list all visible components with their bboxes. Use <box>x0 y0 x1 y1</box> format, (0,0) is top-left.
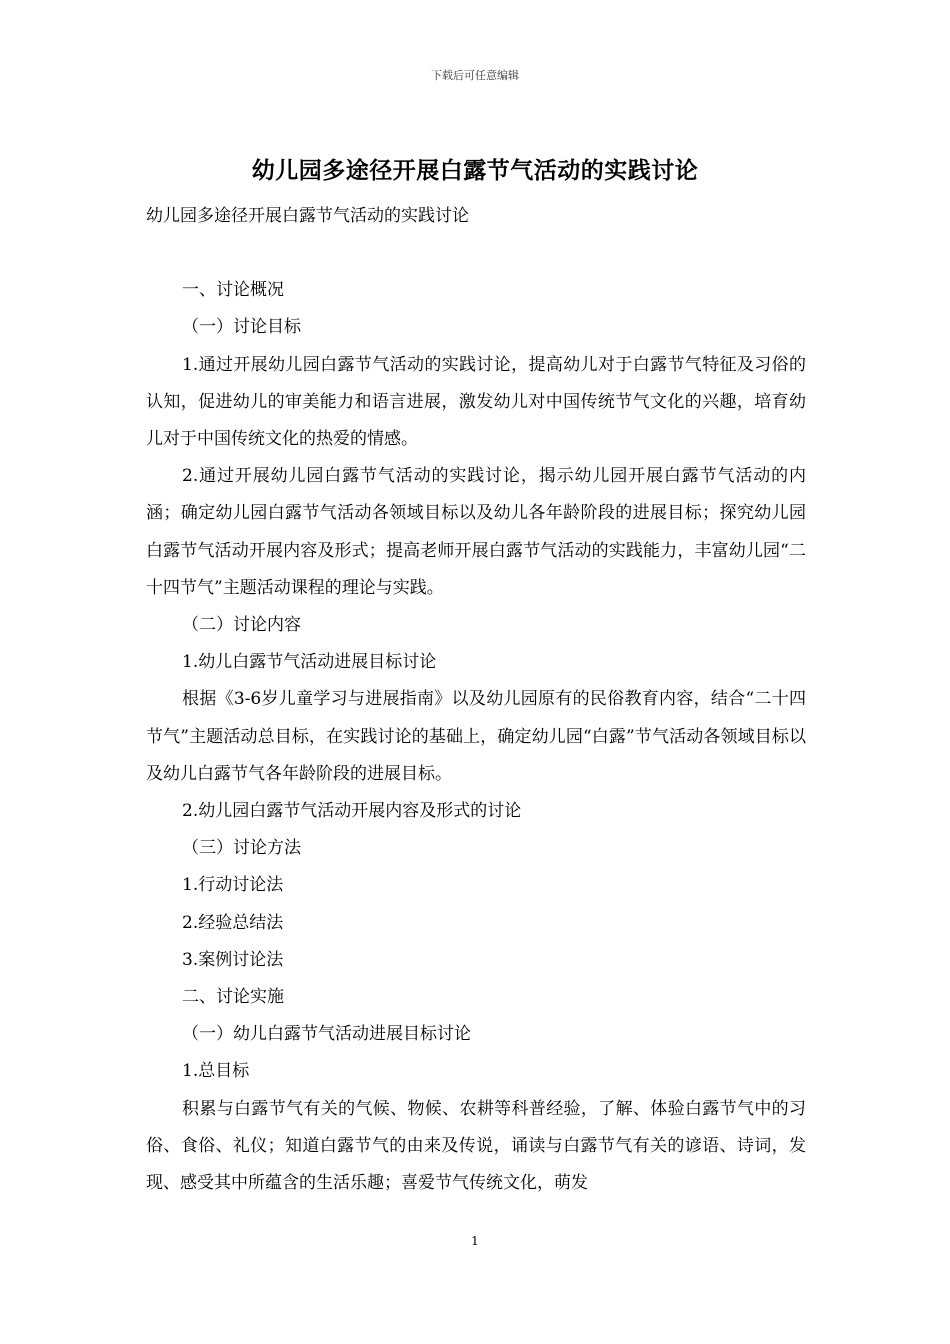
page-number: 1 <box>471 1234 479 1248</box>
list-item: 2.幼儿园白露节气活动开展内容及形式的讨论 <box>182 801 522 822</box>
list-item: 3.案例讨论法 <box>182 949 284 970</box>
document-title: 幼儿园多途径开展白露节气活动的实践讨论 <box>251 157 699 184</box>
paragraph: 根据《3-6岁儿童学习与进展指南》以及幼儿园原有的民俗教育内容，结合“二十四节气”主题活动总目标，在实践讨论的基础上，确定幼儿园“白露”节气活动各领域目标以及幼儿白露节气各年龄阶段的进展目标。 <box>146 689 806 784</box>
paragraph: 积累与白露节气有关的气候、物候、农耕等科普经验，了解、体验白露节气中的习俗、食俗、礼仪；知道白露节气的由来及传说，诵读与白露节气有关的谚语、诗词，发现、感受其中所蕴含的生活乐趣；喜爱节气传统文化，萌发 <box>146 1098 806 1194</box>
subsection-heading: （二）讨论内容 <box>182 615 301 636</box>
document-body <box>146 198 806 1202</box>
paragraph: 1.通过开展幼儿园白露节气活动的实践讨论，提高幼儿对于白露节气特征及习俗的认知，促进幼儿的审美能力和语言进展，激发幼儿对中国传统节气文化的兴趣，培育幼儿对于中国传统文化的热爱的情感。 <box>146 354 806 450</box>
section-heading: 一、讨论概况 <box>182 280 284 301</box>
document-subtitle: 幼儿园多途径开展白露节气活动的实践讨论 <box>146 206 469 226</box>
list-item: 1.总目标 <box>182 1061 250 1082</box>
subsection-heading: （三）讨论方法 <box>182 838 301 859</box>
list-item: 1.行动讨论法 <box>182 875 284 896</box>
section-heading: 二、讨论实施 <box>182 987 284 1008</box>
list-item: 2.经验总结法 <box>182 912 284 933</box>
paragraph: 2.通过开展幼儿园白露节气活动的实践讨论，揭示幼儿园开展白露节气活动的内涵；确定幼儿园白露节气活动各领域目标以及幼儿各年龄阶段的进展目标；探究幼儿园白露节气活动开展内容及形式；提高老师开展白露节气活动的实践能力，丰富幼儿园“二十四节气”主题活动课程的理论与实践。 <box>146 466 806 598</box>
list-item: 1.幼儿白露节气活动进展目标讨论 <box>182 652 437 673</box>
page-header: 下载后可任意编辑 <box>431 69 519 82</box>
subsection-heading: （一）讨论目标 <box>182 317 301 338</box>
subsection-heading: （一）幼儿白露节气活动进展目标讨论 <box>182 1024 471 1045</box>
